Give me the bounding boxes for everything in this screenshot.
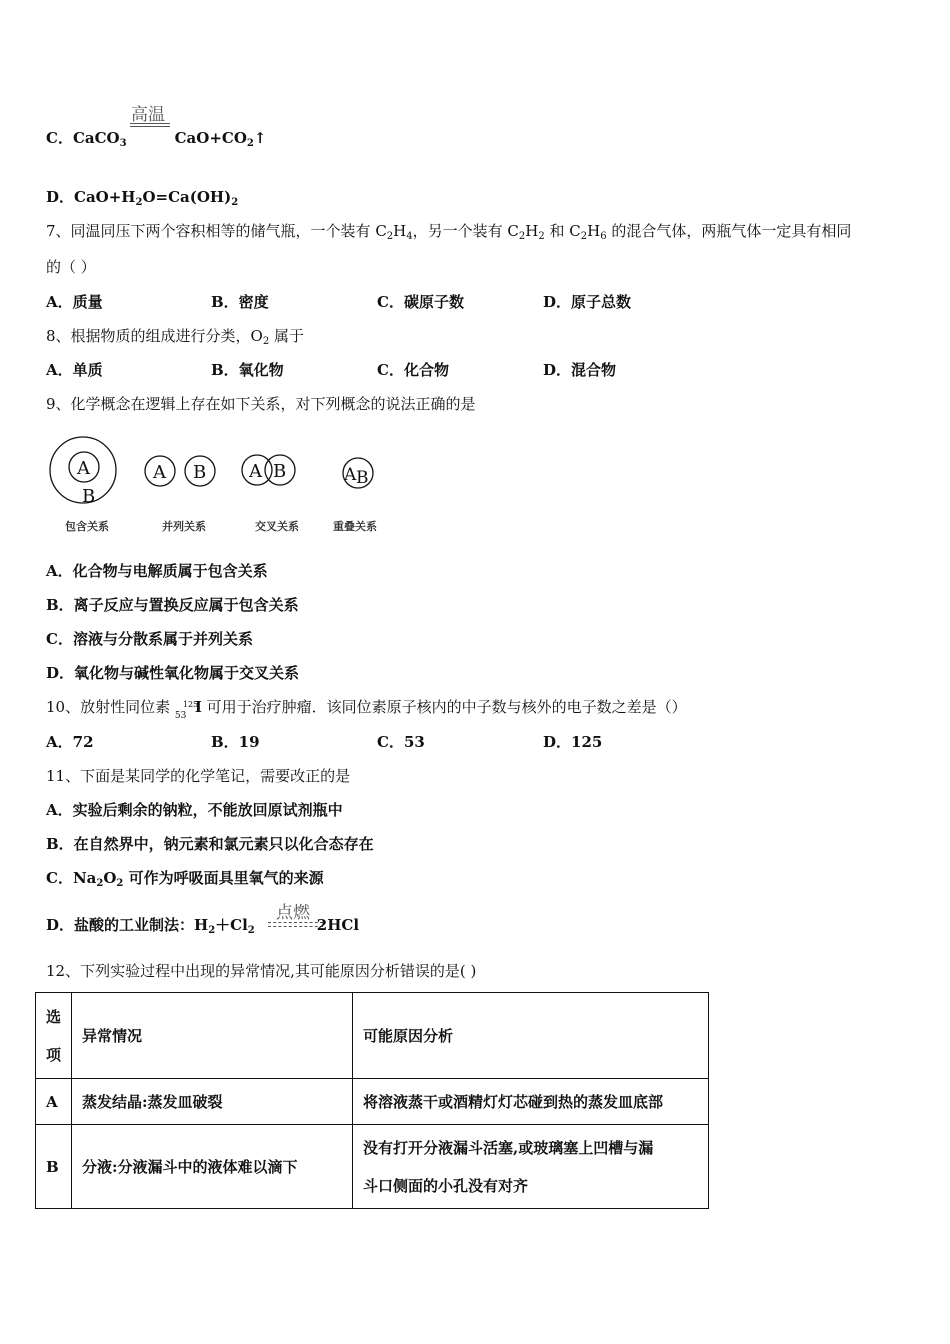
label-overlap: 重叠关系 [333,520,377,533]
intersect-letter-a: A [249,461,262,482]
q7-option-b: B．密度 [211,293,269,311]
q10-option-c: C．53 [377,733,425,751]
inclusion-letter-a: A [77,458,90,479]
q10-option-b: B．19 [211,733,260,751]
q9-option-a: A．化合物与电解质属于包含关系 [46,562,268,580]
q9-option-b: B．离子反应与置换反应属于包含关系 [46,596,299,614]
q10-option-a: A．72 [46,733,94,751]
inclusion-letter-b: B [82,486,96,507]
label-intersection: 交叉关系 [255,520,299,533]
q8-option-c: C．化合物 [377,361,449,379]
reaction-condition-ignite: 点燃 [276,903,310,923]
parallel-letter-b: B [193,462,207,483]
row-option: B [36,1125,72,1209]
table-row [36,1079,709,1125]
overlap-letter-b: B [356,468,369,488]
q8-stem: 8、根据物质的组成进行分类，$O_2$ 属于 [46,327,304,347]
q9-stem: 9、化学概念在逻辑上存在如下关系，对下列概念的说法正确的是 [46,395,476,413]
q7-option-c: C．碳原子数 [377,293,464,311]
reaction-condition-high-temp: 高温 [131,105,165,125]
q8-option-a: A．单质 [46,361,103,379]
label-inclusion: 包含关系 [65,520,109,533]
q10-option-d: D．125 [543,733,603,751]
q7-stem: 7、同温同压下两个容积相等的储气瓶，一个装有 $C_2H_4$，另一个装有 $C_2H_2$ 和 $C_2H_6$ 的混合气体，两瓶气体一定具有相同 [46,222,852,242]
q11-option-d: D．盐酸的工业制法：$H_2+Cl_2$ 2HCl [46,916,360,936]
equation-bar [130,123,170,124]
q9-option-d: D．氧化物与碱性氧化物属于交叉关系 [46,664,300,682]
q6-option-c: C．CaCO$_3$ $CaO+CO_2↑$ [46,129,267,149]
q7-stem-cont: 的（ ） [46,258,96,276]
q8-option-d: D．混合物 [543,361,617,379]
header-reason: 可能原因分析 [353,993,709,1079]
overlap-letter-a: A [344,465,357,485]
intersect-letter-b: B [273,461,287,482]
table-row [36,1125,709,1209]
q11-stem: 11、下面是某同学的化学笔记，需要改正的是 [46,767,351,785]
q7-option-a: A．质量 [46,293,103,311]
row-situation: 分液:分液漏斗中的液体难以滴下 [72,1125,353,1209]
header-situation: 异常情况 [72,993,353,1079]
parallel-letter-a: A [153,462,166,483]
q7-option-d: D．原子总数 [543,293,632,311]
q12-table [35,992,709,1209]
q10-stem: 10、放射性同位素 125 53 I 可用于治疗肿瘤．该同位素原子核内的中子数与核外的电子数之差是（） [46,697,687,717]
q11-option-b: B．在自然界中，钠元素和氯元素只以化合态存在 [46,835,374,853]
row-situation: 蒸发结晶:蒸发皿破裂 [72,1079,353,1125]
q8-option-b: B．氧化物 [211,361,284,379]
row-reason: 没有打开分液漏斗活塞,或玻璃塞上凹槽与漏 斗口侧面的小孔没有对齐 [353,1125,709,1209]
equation-bar [130,126,170,127]
q12-stem: 12、下列实验过程中出现的异常情况,其可能原因分析错误的是( ) [46,962,477,980]
q6-option-d: D．$CaO+H_2O=Ca(OH)_2$ [46,188,239,208]
label-parallel: 并列关系 [162,520,206,533]
header-option: 选 项 [36,993,72,1079]
q11-option-c: C．$Na_2O_2$ 可作为呼吸面具里氧气的来源 [46,869,324,889]
isotope-mass-number: 125 [182,700,199,709]
q9-option-c: C．溶液与分散系属于并列关系 [46,630,253,648]
q11-option-a: A．实验后剩余的钠粒，不能放回原试剂瓶中 [46,801,343,819]
row-option: A [36,1079,72,1125]
table-header-row [36,993,709,1079]
isotope-atomic-number: 53 [174,711,187,721]
row-reason: 将溶液蒸干或酒精灯灯芯碰到热的蒸发皿底部 [353,1079,709,1125]
logic-relations-diagram [40,425,400,540]
